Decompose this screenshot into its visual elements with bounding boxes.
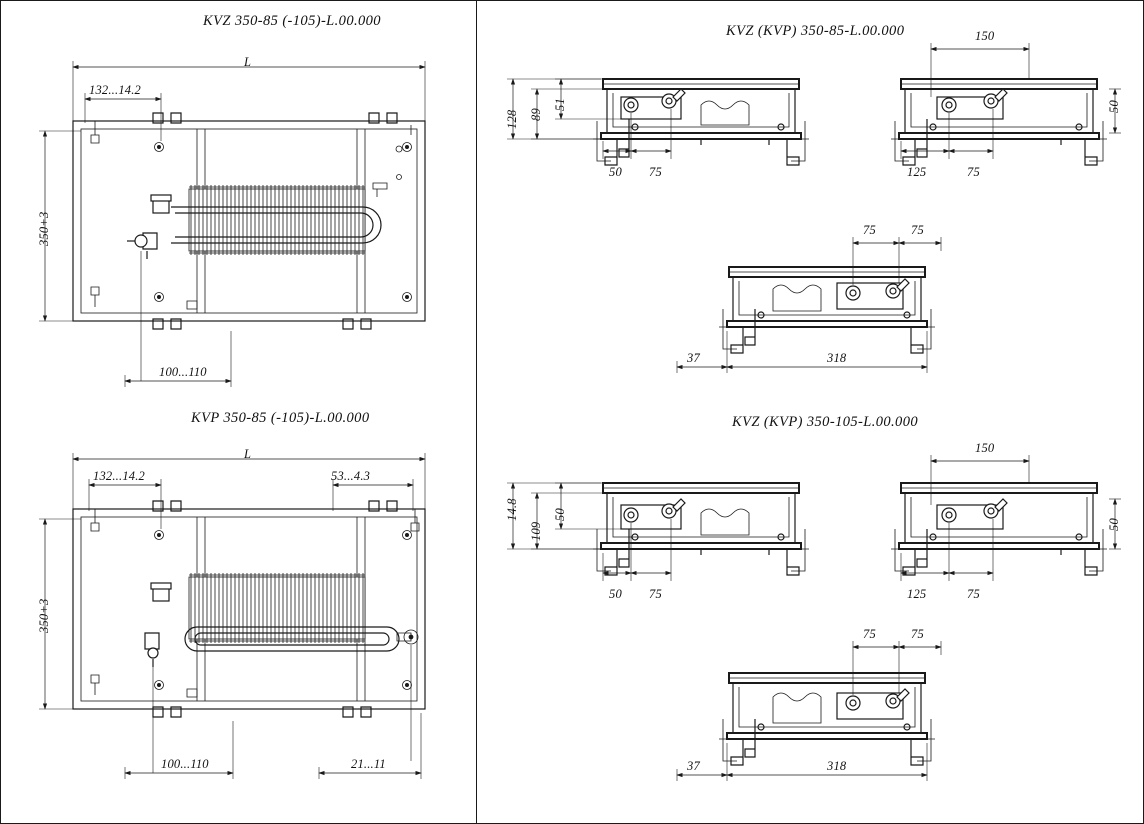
dim-75-trb-2: 75 bbox=[911, 223, 924, 237]
view-plan-kvp bbox=[39, 453, 425, 779]
panel-title-kvz-kvp-350-105: KVZ (KVP) 350-105-L.00.000 bbox=[732, 414, 919, 430]
dim-132-142-top: 132...14.2 bbox=[89, 83, 141, 97]
view-section-br-left bbox=[507, 483, 809, 581]
dim-21-11-bottom: 21...11 bbox=[351, 757, 386, 771]
dim-75-br-right: 75 bbox=[967, 587, 980, 601]
drawing-vector-layer bbox=[1, 1, 1144, 824]
dim-350-bottom: 350+3 bbox=[37, 598, 51, 633]
dim-37-brb: 37 bbox=[687, 759, 700, 773]
dim-125-br: 125 bbox=[907, 587, 927, 601]
view-plan-kvz bbox=[39, 61, 425, 387]
dim-100-110-bottom: 100...110 bbox=[161, 757, 209, 771]
panel-title-kvz-kvp-350-85: KVZ (KVP) 350-85-L.00.000 bbox=[726, 23, 905, 39]
dim-50-br-inner: 50 bbox=[553, 508, 567, 521]
dim-51-tr: 51 bbox=[553, 98, 567, 111]
dim-150-br: 150 bbox=[975, 441, 995, 455]
dim-50-tr-right: 50 bbox=[1107, 100, 1121, 113]
dim-L-top: L bbox=[244, 55, 252, 69]
dim-350-top: 350+3 bbox=[37, 211, 51, 246]
dim-125-tr: 125 bbox=[907, 165, 927, 179]
dim-100-110-top: 100...110 bbox=[159, 365, 207, 379]
dim-75-brb-1: 75 bbox=[863, 627, 876, 641]
dim-132-142-bottom: 132...14.2 bbox=[93, 469, 145, 483]
dim-128-tr: 128 bbox=[505, 109, 519, 129]
dim-53-43-bottom: 53...4.3 bbox=[331, 469, 371, 483]
dim-89-tr: 89 bbox=[529, 108, 543, 121]
dim-50-br-left: 50 bbox=[609, 587, 622, 601]
view-section-br-right bbox=[891, 455, 1121, 581]
dim-75-brb-2: 75 bbox=[911, 627, 924, 641]
dim-L-bottom: L bbox=[244, 447, 252, 461]
dim-50-br-right: 50 bbox=[1107, 518, 1121, 531]
dim-75-trb-1: 75 bbox=[863, 223, 876, 237]
dim-318-brb: 318 bbox=[827, 759, 847, 773]
dim-37-trb: 37 bbox=[687, 351, 700, 365]
view-section-tr-left bbox=[507, 79, 809, 165]
dim-75-tr-left: 75 bbox=[649, 165, 662, 179]
dim-75-br-left: 75 bbox=[649, 587, 662, 601]
dim-75-tr-right: 75 bbox=[967, 165, 980, 179]
dim-50-tr-left: 50 bbox=[609, 165, 622, 179]
view-section-br-bottom bbox=[677, 641, 941, 781]
view-section-tr-right bbox=[891, 43, 1121, 165]
panel-title-kvp-350-85: KVP 350-85 (-105)-L.00.000 bbox=[191, 410, 370, 426]
dim-109-br: 109 bbox=[529, 521, 543, 541]
dim-148-br: 14.8 bbox=[505, 498, 519, 521]
panel-title-kvz-350-85: KVZ 350-85 (-105)-L.00.000 bbox=[203, 13, 381, 29]
dim-318-trb: 318 bbox=[827, 351, 847, 365]
dim-150-tr: 150 bbox=[975, 29, 995, 43]
view-section-tr-bottom bbox=[677, 237, 941, 373]
